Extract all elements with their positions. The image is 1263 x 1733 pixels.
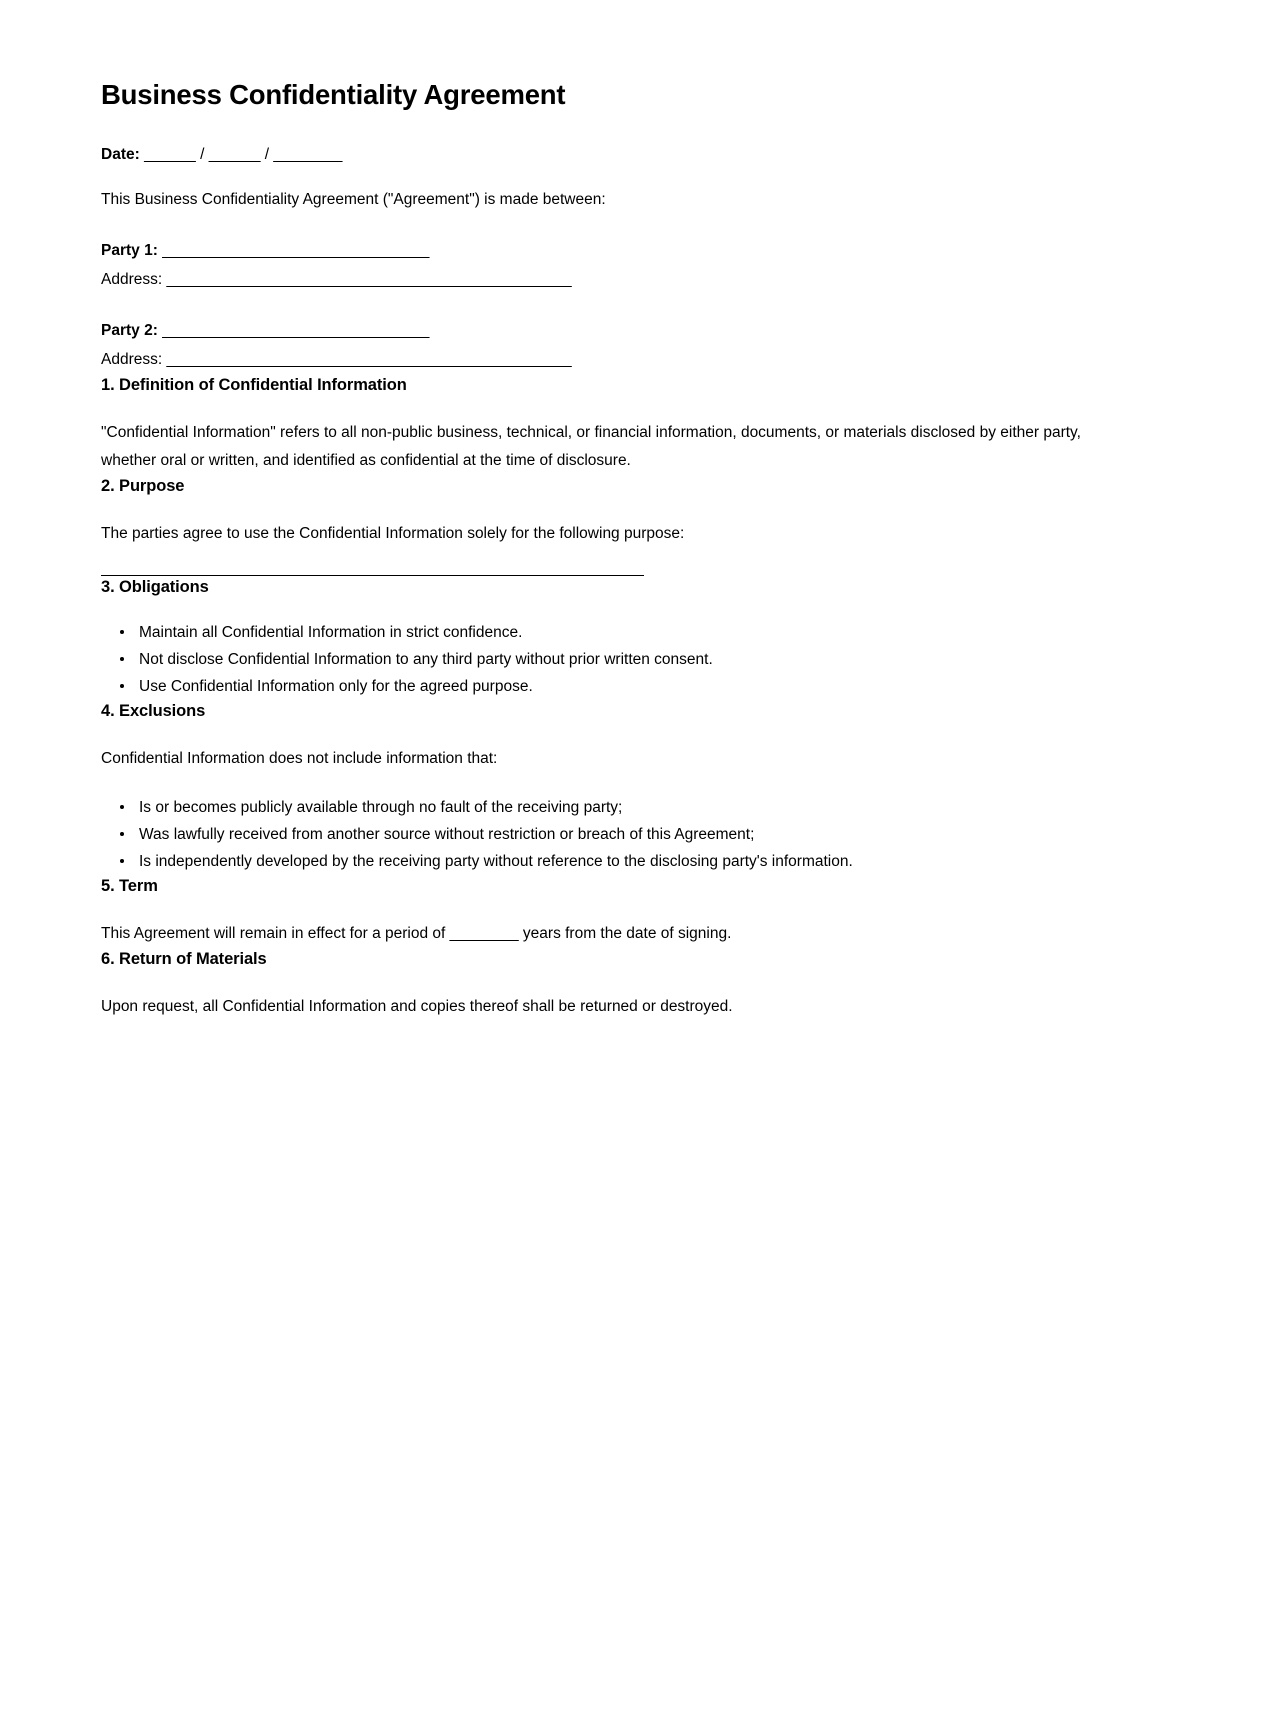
list-item: [119, 794, 1163, 821]
party-1-address-row: [101, 265, 1163, 294]
list-item: [119, 821, 1163, 848]
bullet-icon: [120, 630, 124, 634]
list-item: [119, 673, 1163, 700]
term-years-blank[interactable]: ________: [449, 925, 519, 942]
bullet-icon: [120, 805, 124, 809]
date-day-blank[interactable]: ______: [144, 146, 196, 163]
party-1-block: [101, 236, 1163, 294]
bullet-icon: [120, 684, 124, 688]
party-2-name-row: [101, 316, 1163, 345]
date-month-blank[interactable]: ______: [208, 146, 261, 163]
bullet-icon: [120, 657, 124, 661]
term-text-after: years from the date of signing.: [518, 925, 732, 942]
date-field-row: [101, 145, 1163, 165]
party-1-name-blank[interactable]: _______________________________: [162, 242, 430, 259]
party-1-label: Party 1:: [101, 242, 158, 259]
date-label: Date:: [101, 146, 140, 163]
list-item-label: Not disclose Confidential Information to any third party without prior written consent.: [139, 651, 713, 668]
date-separator-2: /: [264, 146, 270, 163]
list-item-label: Was lawfully received from another source without restriction or breach of this Agreement;: [139, 826, 755, 843]
section-paragraph-term: [101, 920, 1123, 948]
party-2-address-label: Address:: [101, 351, 163, 368]
section-heading-exclusions: 4. Exclusions: [101, 702, 206, 720]
list-item-label: Use Confidential Information only for the agreed purpose.: [139, 678, 533, 695]
page-title: Business Confidentiality Agreement: [101, 79, 566, 110]
intro-paragraph: This Business Confidentiality Agreement ("Agreement") is made between:: [101, 191, 606, 208]
party-2-block: [101, 316, 1163, 374]
term-text-before: This Agreement will remain in effect for a period of: [101, 925, 450, 942]
list-item: [119, 646, 1163, 673]
section-paragraph-exclusions: Confidential Information does not include information that:: [101, 750, 498, 767]
section-paragraph-definition: "Confidential Information" refers to all non-public business, technical, or financial information, documents, or materials disclosed by either party, whether oral or written, and identified as confidential at the time of disclosure.: [101, 424, 1081, 469]
section-heading-purpose: 2. Purpose: [101, 477, 185, 495]
section-heading-obligations: 3. Obligations: [101, 578, 209, 596]
section-paragraph-return-of-materials: Upon request, all Confidential Information and copies thereof shall be returned or destroyed.: [101, 998, 733, 1015]
section-heading-term: 5. Term: [101, 877, 158, 895]
party-1-address-blank[interactable]: _______________________________________________: [166, 271, 572, 288]
list-item-label: Is independently developed by the receiving party without reference to the disclosing party's information.: [139, 853, 853, 870]
party-1-address-label: Address:: [101, 271, 163, 288]
party-2-name-blank[interactable]: _______________________________: [162, 322, 430, 339]
section-paragraph-purpose: The parties agree to use the Confidential Information solely for the following purpose:: [101, 525, 685, 542]
list-item: [119, 848, 1163, 875]
party-2-address-row: [101, 345, 1163, 374]
party-2-label: Party 2:: [101, 322, 158, 339]
date-year-blank[interactable]: ________: [273, 146, 343, 163]
list-item-label: Is or becomes publicly available through no fault of the receiving party;: [139, 799, 623, 816]
bullet-icon: [120, 832, 124, 836]
exclusions-list: [101, 794, 1163, 875]
section-heading-definition: 1. Definition of Confidential Information: [101, 376, 407, 394]
bullet-icon: [120, 859, 124, 863]
section-heading-return-of-materials: 6. Return of Materials: [101, 950, 267, 968]
party-2-address-blank[interactable]: _______________________________________________: [166, 351, 572, 368]
list-item-label: Maintain all Confidential Information in strict confidence.: [139, 624, 523, 641]
obligations-list: [101, 619, 1163, 700]
date-separator-1: /: [200, 146, 205, 163]
party-1-name-row: [101, 236, 1163, 265]
list-item: [119, 619, 1163, 646]
